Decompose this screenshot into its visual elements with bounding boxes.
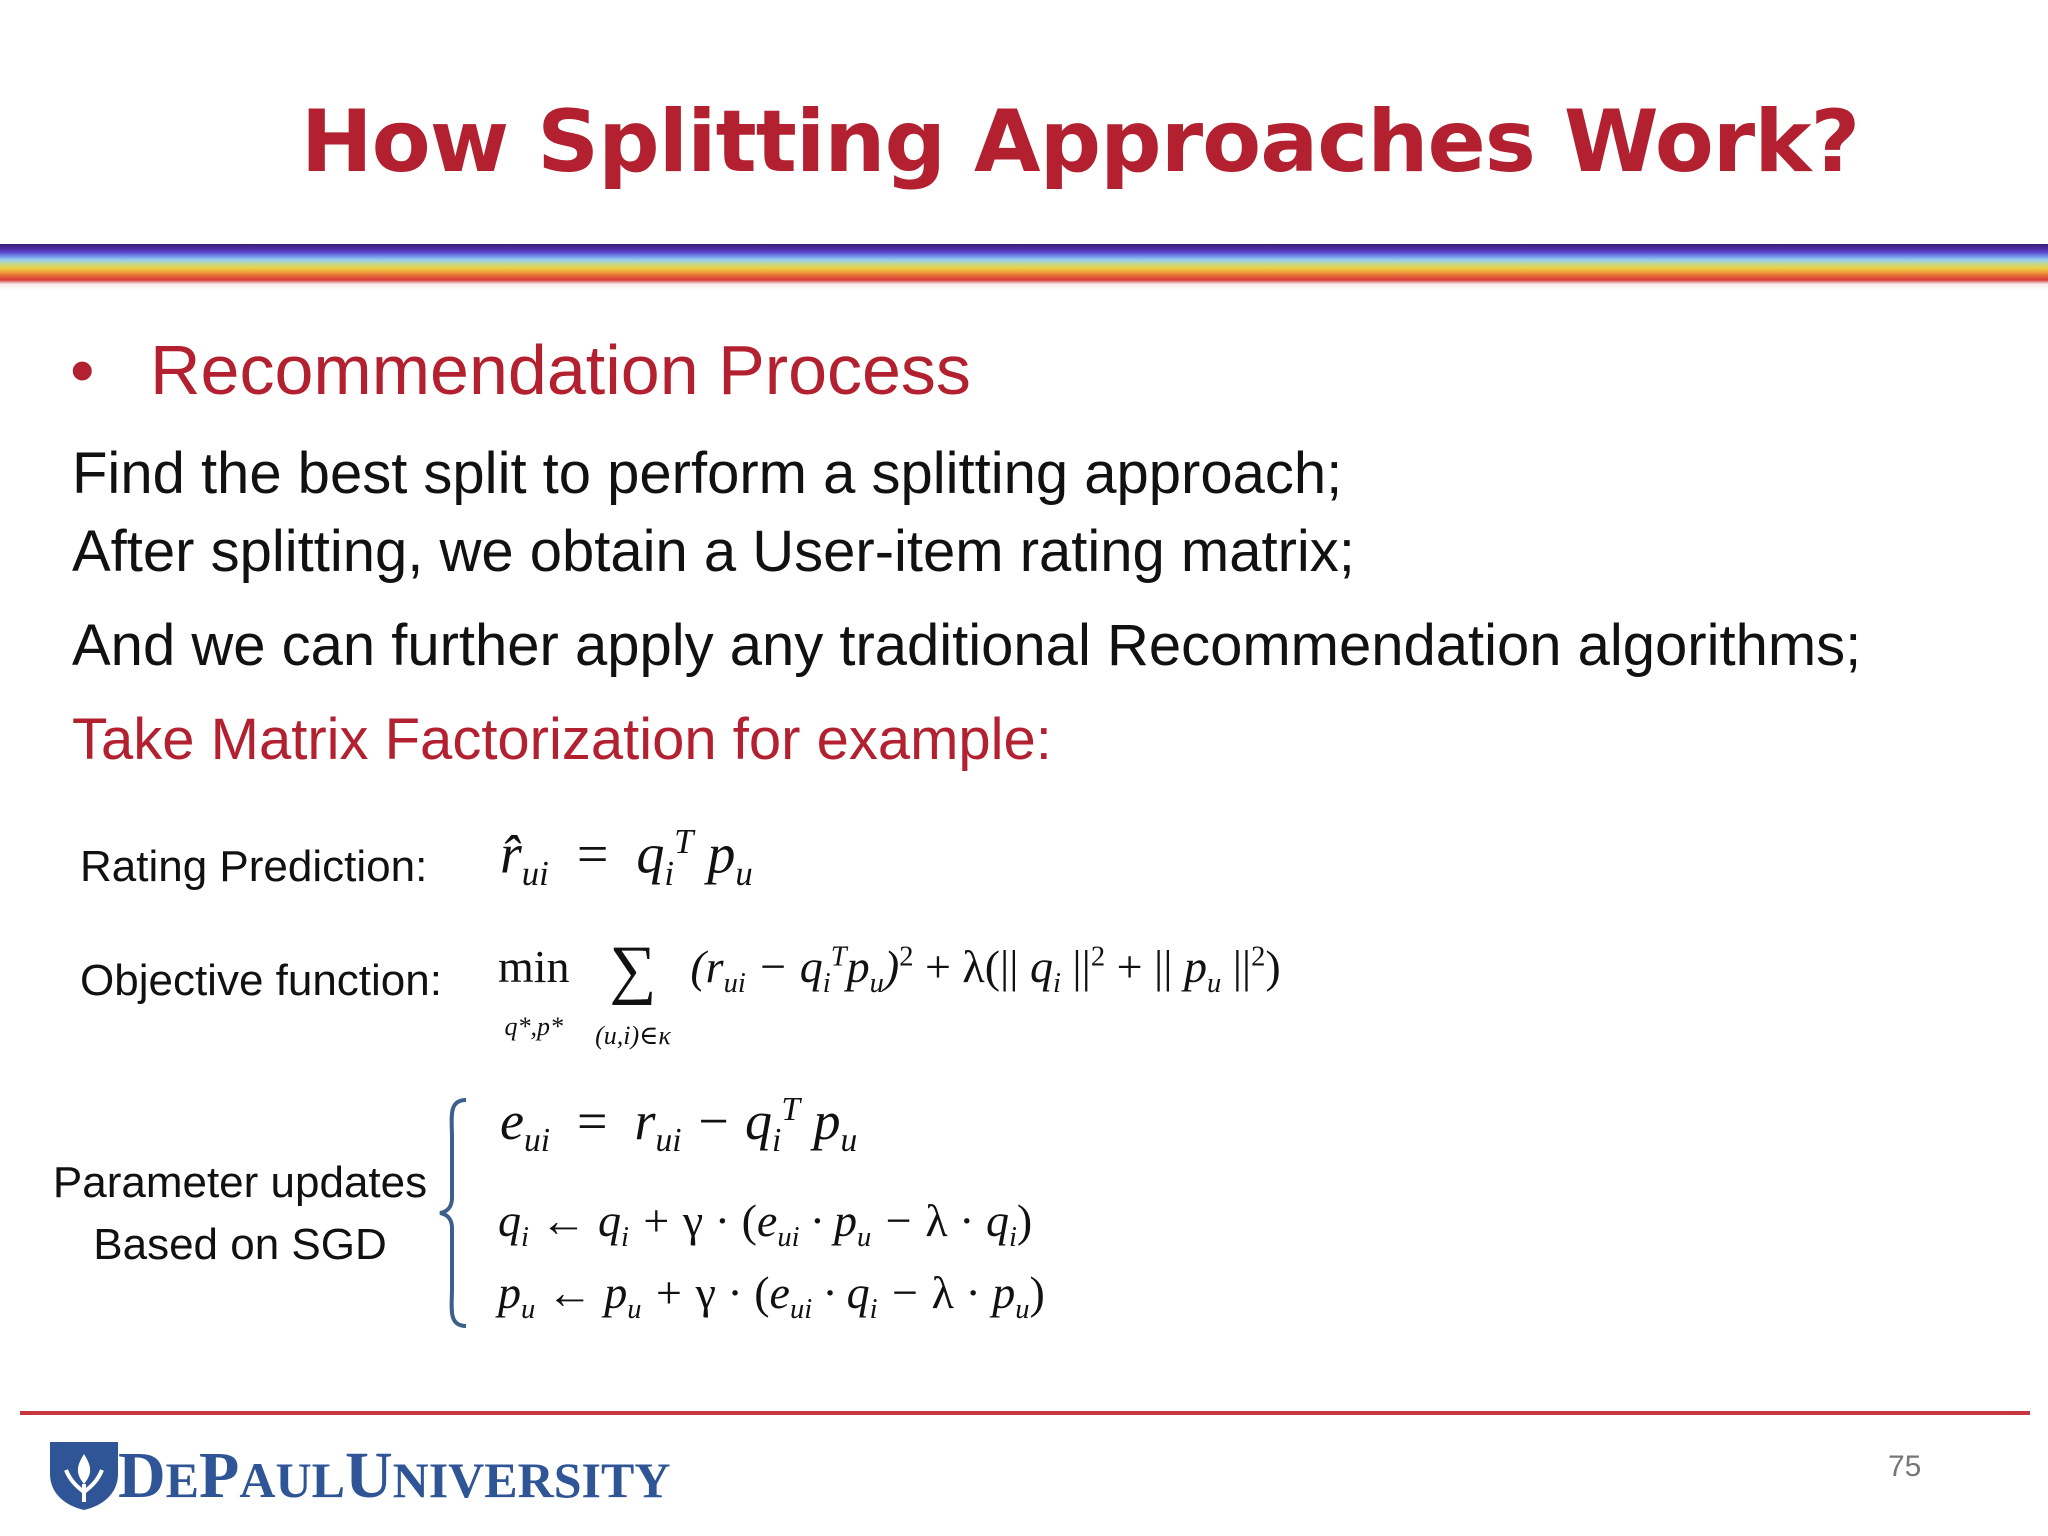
- rating-prediction-label: Rating Prediction:: [80, 842, 428, 891]
- rating-prediction-formula: $r̂_{ui} = q_i^T$ $p_u$: [500, 822, 753, 893]
- rainbow-divider: [0, 244, 2048, 290]
- depaul-wordmark: DEPAULUNIVERSITY: [118, 1439, 671, 1512]
- parameter-updates-label: [30, 1152, 450, 1276]
- param-label-line-2: Based on SGD: [93, 1220, 387, 1269]
- q-update-formula: $q_i$ ← $q_i + \gamma \cdot (e_{ui} \cdot p_u - \lambda \cdot q_i)$: [498, 1195, 1033, 1254]
- depaul-shield-icon: [44, 1436, 124, 1512]
- p-update-formula: $p_u$ ← $p_u + \gamma \cdot (e_{ui} \cdot q_i - \lambda \cdot p_u)$: [498, 1267, 1045, 1326]
- left-brace-icon: [438, 1098, 468, 1328]
- bullet-text: Recommendation Process: [150, 331, 971, 409]
- page-number: 75: [1888, 1450, 1922, 1483]
- error-formula: $e_{ui} = r_{ui} - q_i^T$ $p_u$: [500, 1091, 858, 1159]
- objective-function-label: Objective function:: [80, 956, 442, 1005]
- example-line: Take Matrix Factorization for example:: [72, 707, 1052, 772]
- objective-function-formula: min q*,p* ∑ (u,i)∈κ $(r_{ui} - q_i^Tp_u)^2 + \lambda(||$ $q_i$ $||^2$ + || $p_u$ $||^2$): [498, 933, 1281, 1050]
- body-line-1: Find the best split to perform a splitting approach;: [72, 441, 1343, 506]
- bullet-dot-icon: •: [70, 331, 95, 409]
- body-line-2: After splitting, we obtain a User-item rating matrix;: [72, 519, 1355, 584]
- param-label-line-1: Parameter updates: [52, 1158, 428, 1207]
- body-line-3: And we can further apply any traditional Recommendation algorithms;: [72, 613, 1862, 678]
- slide-title: How Splitting Approaches Work?: [300, 92, 1860, 192]
- bullet-heading: [70, 330, 971, 410]
- footer-rule: [20, 1411, 2030, 1415]
